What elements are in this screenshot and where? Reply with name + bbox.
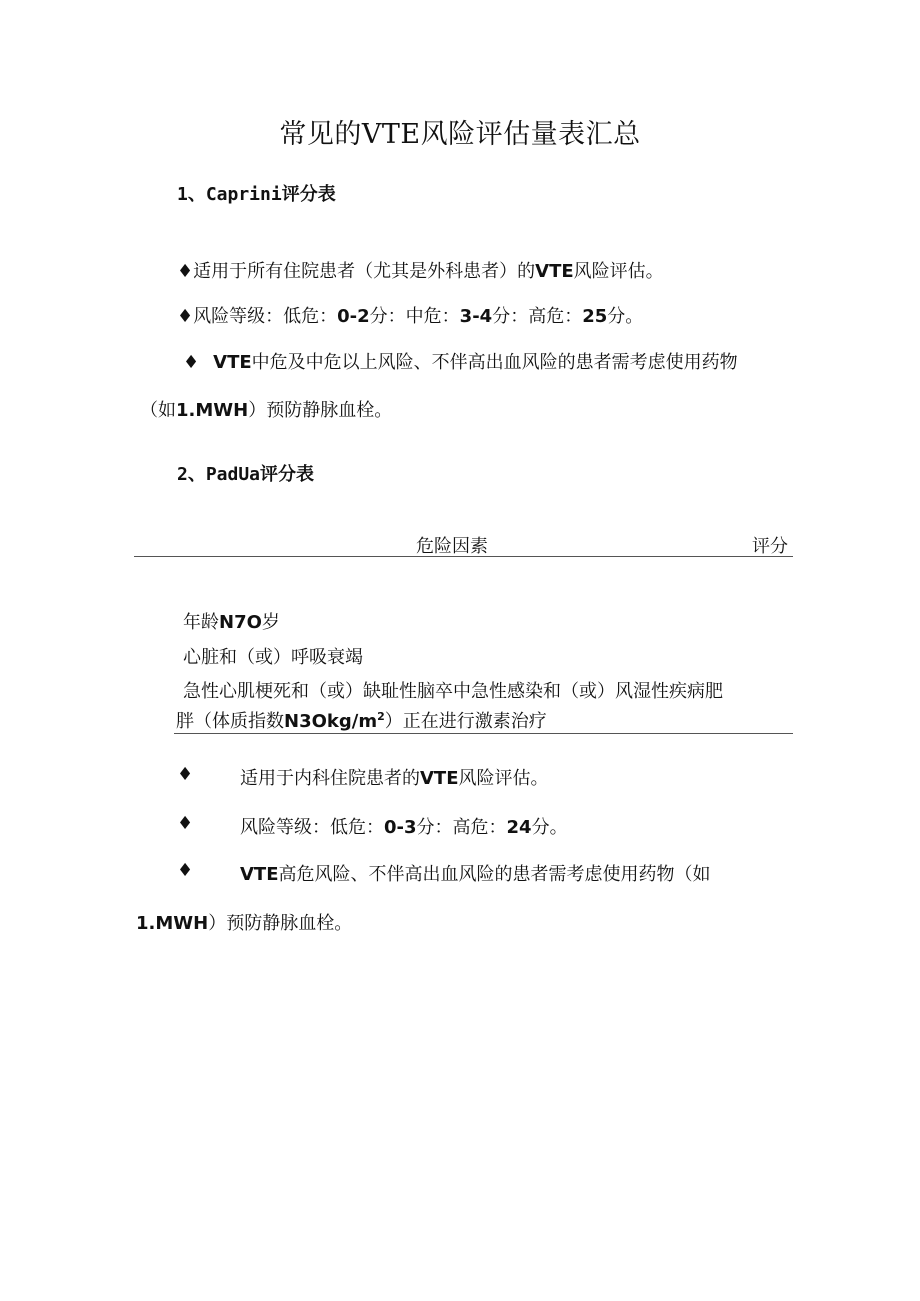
table-header-factor: 危险因素 <box>416 536 488 557</box>
padua-recommendation-line1 <box>240 860 711 886</box>
text: ）预防静脉血栓。 <box>248 400 393 421</box>
text: 适用于所有住院患者（尤其是外科患者）的 <box>193 261 536 282</box>
value-high: 25 <box>582 306 608 327</box>
bullet-marker: ♦ <box>177 860 194 881</box>
caprini-risk-levels <box>177 302 643 328</box>
row-value: N3Okg∕m <box>284 711 378 732</box>
row-value: N7O <box>219 612 262 633</box>
text: 风险评估。 <box>458 768 549 789</box>
section-heading-caprini: 1、Caprini评分表 <box>177 184 336 205</box>
text-bold: 1.MWH <box>176 400 249 421</box>
text: 中危及中危以上风险、不伴高出血风险的患者需考虑使用药物 <box>251 352 738 373</box>
table-bottom-rule <box>174 733 793 734</box>
text: （如 <box>140 400 176 421</box>
table-row <box>183 643 363 669</box>
value-high: 24 <box>506 817 532 838</box>
text: 分。 <box>607 306 644 327</box>
text: 分：中危： <box>369 306 460 327</box>
text: 高危风险、不伴高出血风险的患者需考虑使用药物（如 <box>278 864 711 885</box>
text: ）预防静脉血栓。 <box>208 913 353 934</box>
row-text: 胖（体质指数 <box>176 711 284 732</box>
caprini-recommendation-line2 <box>140 396 392 422</box>
row-text: 岁 <box>261 612 280 633</box>
text-bold: 1.MWH <box>136 913 209 934</box>
bullet-marker: ♦ <box>177 813 194 834</box>
table-row <box>183 677 723 703</box>
page-title: 常见的VTE风险评估量表汇总 <box>279 119 641 150</box>
bullet-marker: ♦ <box>177 764 194 785</box>
text-bold: VTE <box>213 352 252 373</box>
table-row <box>183 608 280 634</box>
padua-recommendation-line2 <box>136 909 352 935</box>
text: 分。 <box>531 817 568 838</box>
padua-risk-levels <box>240 813 568 839</box>
value-low: 0-3 <box>384 817 417 838</box>
table-header-score: 评分 <box>752 536 788 557</box>
row-text: 心脏和（或）呼吸衰竭 <box>183 647 363 668</box>
table-row <box>176 707 547 733</box>
text: 风险评估。 <box>573 261 664 282</box>
text-bold: VTE <box>420 768 459 789</box>
row-text: 年龄 <box>183 612 219 633</box>
section-heading-padua: 2、PadUa评分表 <box>177 464 315 485</box>
text: 风险等级：低危： <box>193 306 338 327</box>
value-low: 0-2 <box>337 306 370 327</box>
caprini-recommendation-line1 <box>183 348 738 374</box>
text: 分：高危： <box>492 306 583 327</box>
bullet-marker: ♦ <box>177 261 194 282</box>
row-text: 急性心肌梗死和（或）缺耻性脑卒中急性感染和（或）风湿性疾病肥 <box>183 681 723 702</box>
text: 适用于内科住院患者的 <box>240 768 420 789</box>
value-mid: 3-4 <box>459 306 493 327</box>
row-text: ）正在进行激素治疗 <box>384 711 547 732</box>
padua-applicability <box>240 764 549 790</box>
bullet-marker: ♦ <box>183 352 200 373</box>
text: 分：高危： <box>416 817 507 838</box>
text-bold: VTE <box>240 864 279 885</box>
bullet-marker: ♦ <box>177 306 194 327</box>
text-bold: VTE <box>535 261 574 282</box>
row-superscript: 2 <box>377 710 385 723</box>
table-header-rule <box>134 556 793 557</box>
caprini-applicability <box>177 257 664 283</box>
text: 风险等级：低危： <box>240 817 384 838</box>
